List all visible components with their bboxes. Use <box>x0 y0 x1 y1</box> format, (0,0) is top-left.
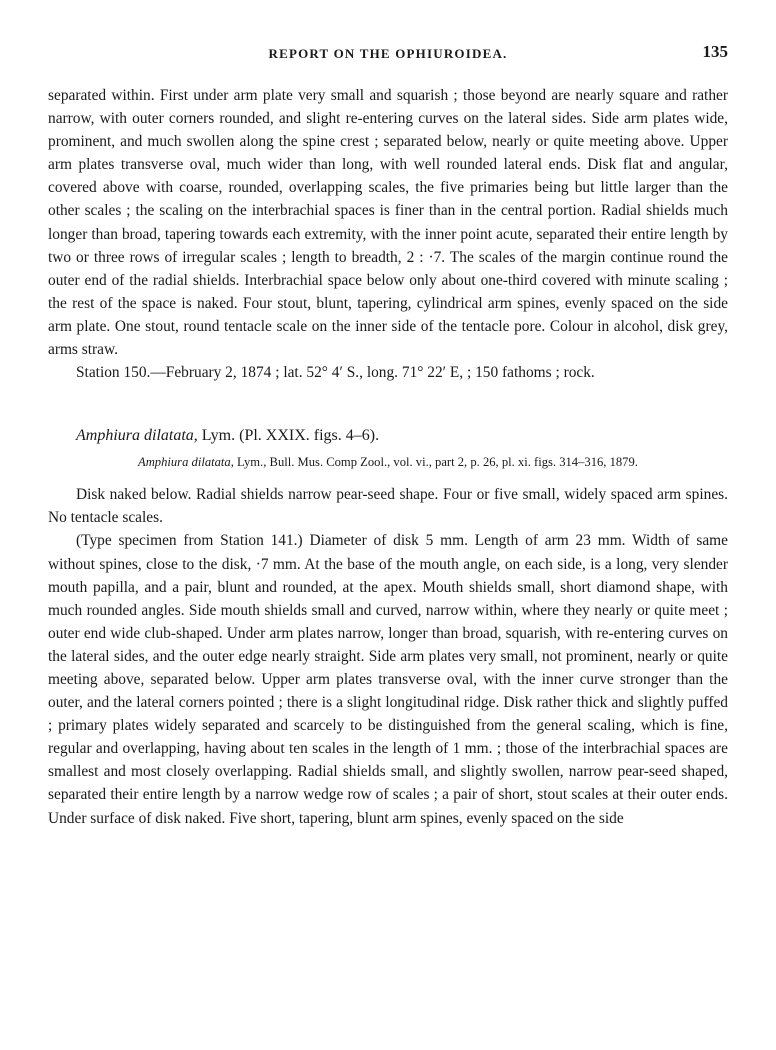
species-authority: , Lym. (Pl. XXIX. figs. 4–6). <box>193 427 380 445</box>
description: (Type specimen from Station 141.) Diameter of disk 5 mm. Length of arm 23 mm. Width of same without spines, close to the disk, ·7 mm. At the base of the mouth angle, on each side, is a long, very slender mouth papilla, and a pair, blunt and rounded, at the apex. Mouth shields small, short diamond shape, with much rounded angles. Side mouth shields small and curved, narrow within, where they nearly or quite meet ; outer end wide club-shaped. Under arm plates narrow, longer than broad, squarish, with re-entering curves on the lateral sides, and the outer edge nearly straight. Side arm plates very small, not prominent, nearly or quite meeting above, separated below. Upper arm plates transverse oval, with the inner curve stronger than the outer, and the lateral corners pointed ; there is a slight longitudinal ridge. Disk rather thick and slightly puffed ; primary plates widely separated and scarcely to be distinguished from the general scaling, which is fine, regular and overlapping, having about ten scales in the length of 1 mm. ; those of the interbrachial spaces are smallest and most closely overlapping. Radial shields small, and slightly swollen, narrow pear-seed shaped, separated their entire length by a narrow wedge row of scales ; a pair of short, stout scales at their outer ends. Under surface of disk naked. Five short, tapering, blunt arm spines, evenly spaced on the side <box>48 532 728 827</box>
page <box>48 38 728 830</box>
species-name: Amphiura dilatata <box>76 427 194 445</box>
running-title: REPORT ON THE OPHIUROIDEA. <box>268 46 508 61</box>
citation-species-name: Amphiura dilatata <box>138 455 231 470</box>
station-line: Station 150.—February 2, 1874 ; lat. 52° 4′ S., long. 71° 22′ E, ; 150 fathoms ; rock. <box>76 364 595 382</box>
citation-reference: , Lym., Bull. Mus. Comp Zool., vol. vi., part 2, p. 26, pl. xi. figs. 314–316, 1879. <box>230 455 638 470</box>
diagnosis: Disk naked below. Radial shields narrow pear-seed shape. Four or five small, widely spaced arm spines. No tentacle scales. <box>48 486 728 527</box>
running-head <box>48 38 728 64</box>
page-number: 135 <box>702 42 728 61</box>
species-heading <box>48 424 728 448</box>
continuation-paragraph: separated within. First under arm plate very small and squarish ; those beyond are nearly square and rather narrow, with outer corners rounded, and slight re-entering curves on the lateral sides. Side arm plates wide, prominent, and much swollen along the spine crest ; separated below, nearly or quite meeting above. Upper arm plates transverse oval, much wider than long, with well rounded lateral ends. Disk flat and angular, covered above with coarse, rounded, overlapping scales, the five primaries being but little larger than the other scales ; the scaling on the interbrachial spaces is finer than in the central portion. Radial shields much longer than broad, tapering towards each extremity, with the inner point acute, separated their entire length by two or three rows of irregular scales ; length to breadth, 2 : ·7. The scales of the margin continue round the outer end of the radial shields. Interbrachial space below only about one-third covered with minute scaling ; the rest of the space is naked. Four stout, blunt, tapering, cylindrical arm spines, evenly spaced on the side arm plate. One stout, round tentacle scale on the inner side of the tentacle pore. Colour in alcohol, disk grey, arms straw. <box>48 87 728 359</box>
citation <box>138 452 728 473</box>
